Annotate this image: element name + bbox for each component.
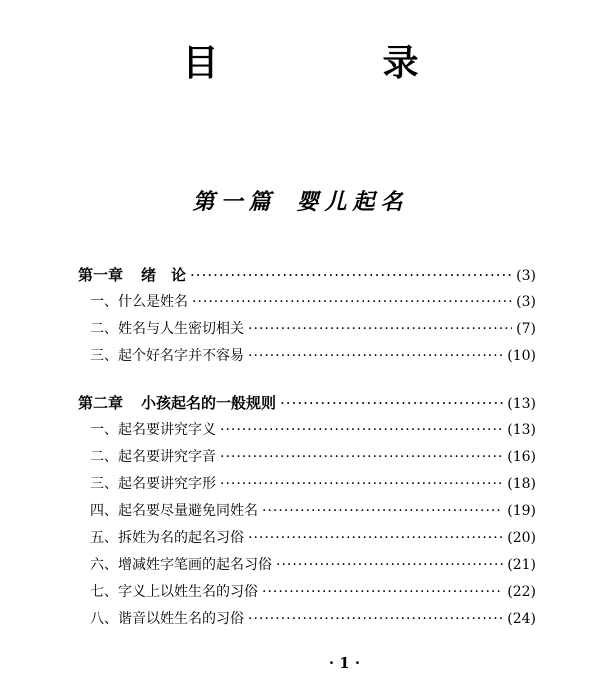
toc-entry[interactable] bbox=[78, 525, 536, 552]
page-ref: (20) bbox=[507, 530, 536, 546]
toc-entry[interactable] bbox=[78, 289, 536, 316]
toc-entry[interactable] bbox=[78, 579, 536, 606]
page-ref: (10) bbox=[507, 348, 536, 364]
leader-dots bbox=[220, 471, 503, 498]
toc-entry[interactable] bbox=[78, 343, 536, 370]
entry-label: 七、字义上以姓生名的习俗 bbox=[90, 584, 258, 600]
leader-dots bbox=[248, 343, 503, 370]
leader-dots bbox=[262, 498, 503, 525]
leader-dots bbox=[280, 390, 503, 417]
page-ref: (22) bbox=[507, 584, 536, 600]
toc-entry[interactable] bbox=[78, 316, 536, 343]
page-ref: (21) bbox=[507, 557, 536, 573]
page-ref: (3) bbox=[516, 294, 536, 310]
page-ref: (3) bbox=[516, 268, 536, 284]
entry-label: 二、姓名与人生密切相关 bbox=[90, 321, 244, 337]
toc-entry[interactable] bbox=[78, 552, 536, 579]
chapter-name: 绪 论 bbox=[141, 266, 187, 284]
entry-label: 一、什么是姓名 bbox=[90, 294, 188, 310]
toc-chapter-1[interactable] bbox=[78, 262, 536, 289]
leader-dots bbox=[276, 552, 503, 579]
leader-dots bbox=[192, 289, 512, 316]
leader-dots bbox=[248, 606, 503, 633]
entry-label: 八、谐音以姓生名的习俗 bbox=[90, 611, 244, 627]
leader-dots bbox=[262, 579, 503, 606]
chapter-label: 第二章 bbox=[78, 394, 124, 412]
entry-label: 二、起名要讲究字音 bbox=[90, 449, 216, 465]
toc-entry[interactable] bbox=[78, 471, 536, 498]
page-ref: (19) bbox=[507, 503, 536, 519]
toc-entry[interactable] bbox=[78, 606, 536, 633]
page-ref: (7) bbox=[516, 321, 536, 337]
entry-label: 一、起名要讲究字义 bbox=[90, 422, 216, 438]
part-label: 第一篇 bbox=[192, 189, 277, 215]
toc-entry[interactable] bbox=[78, 498, 536, 525]
page-ref: (16) bbox=[507, 449, 536, 465]
part-title bbox=[0, 188, 601, 216]
chapter-label: 第一章 bbox=[78, 266, 124, 284]
entry-label: 四、起名要尽量避免同姓名 bbox=[90, 503, 258, 519]
entry-label: 六、增减姓字笔画的起名习俗 bbox=[90, 557, 272, 573]
toc-entry[interactable] bbox=[78, 444, 536, 471]
part-name: 婴儿起名 bbox=[296, 189, 409, 215]
leader-dots bbox=[190, 262, 512, 289]
page-ref: (13) bbox=[507, 396, 536, 412]
entry-label: 三、起名要讲究字形 bbox=[90, 476, 216, 492]
table-of-contents bbox=[78, 262, 536, 633]
leader-dots bbox=[248, 525, 503, 552]
page-ref: (24) bbox=[507, 611, 536, 627]
leader-dots bbox=[220, 444, 503, 471]
chapter-name: 小孩起名的一般规则 bbox=[141, 394, 277, 412]
toc-chapter-2[interactable] bbox=[78, 390, 536, 417]
toc-entry[interactable] bbox=[78, 417, 536, 444]
entry-label: 五、拆姓为名的起名习俗 bbox=[90, 530, 244, 546]
leader-dots bbox=[220, 417, 503, 444]
leader-dots bbox=[248, 316, 512, 343]
page-ref: (18) bbox=[507, 476, 536, 492]
page-title: 目 录 bbox=[182, 43, 483, 84]
page-number: · 1 · bbox=[328, 654, 361, 672]
page-ref: (13) bbox=[507, 422, 536, 438]
entry-label: 三、起个好名字并不容易 bbox=[90, 348, 244, 364]
